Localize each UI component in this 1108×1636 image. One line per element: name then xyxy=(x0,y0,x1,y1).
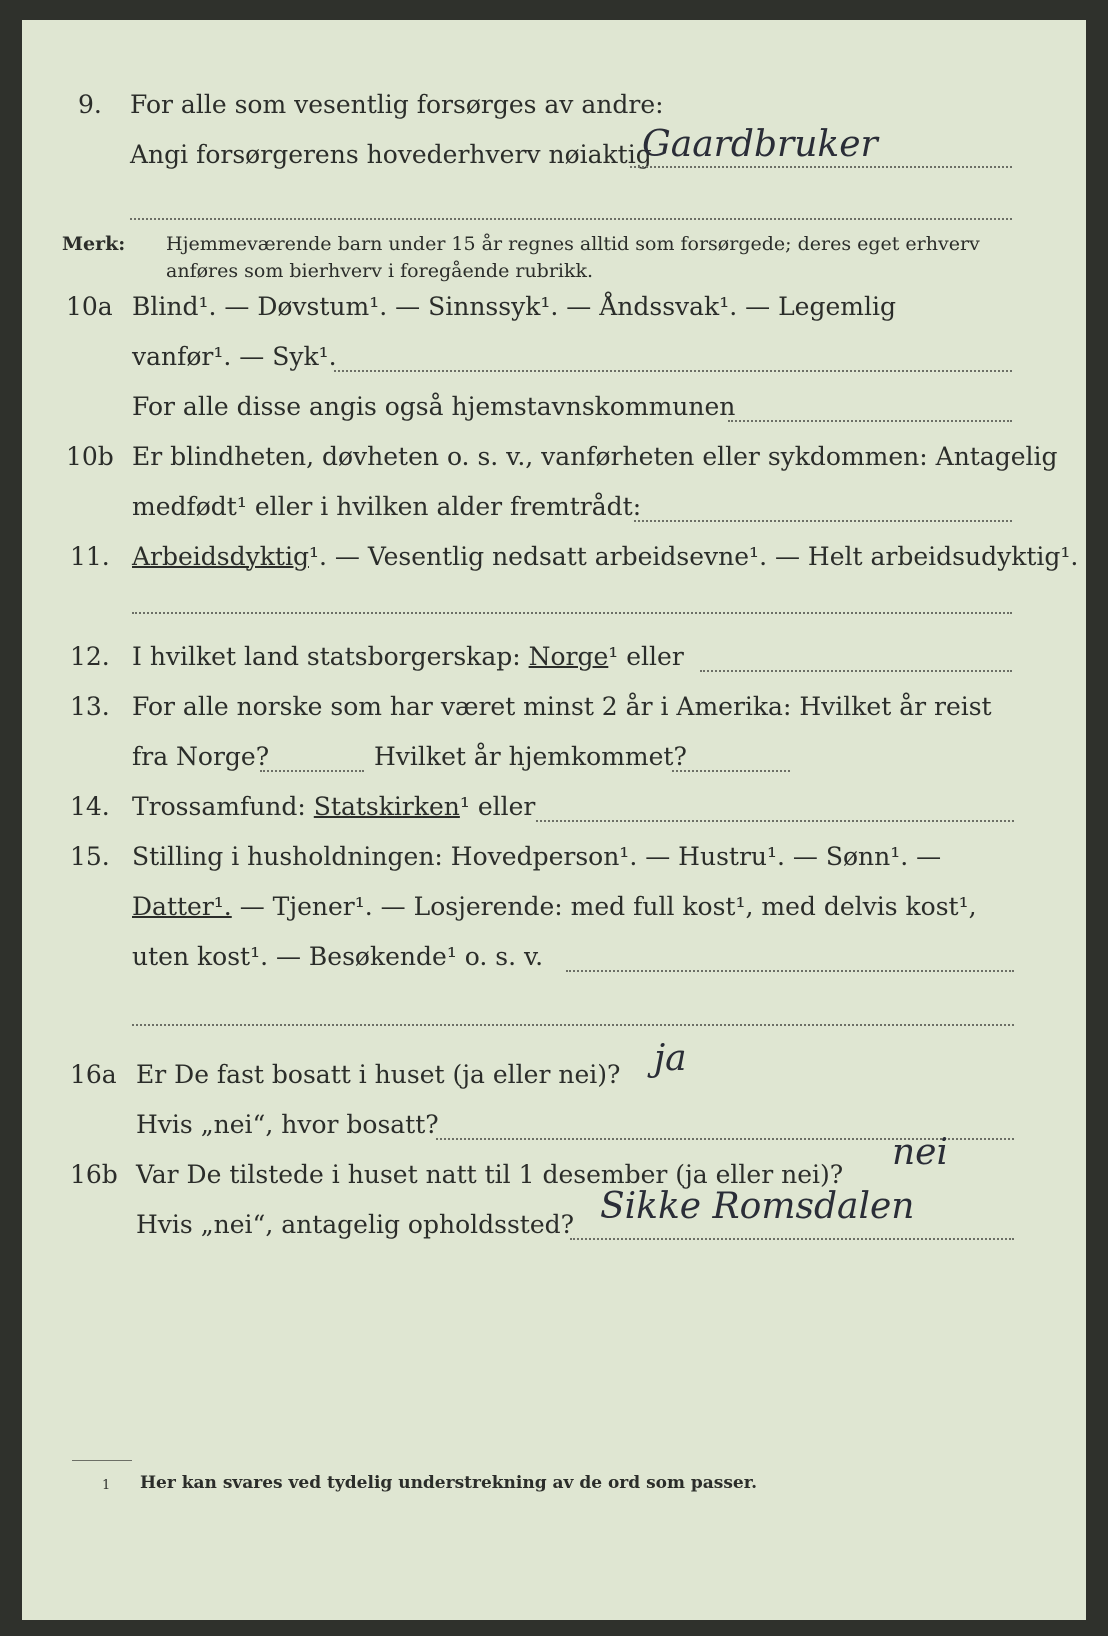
q16a-line2: Hvis „nei“, hvor bosatt? xyxy=(136,1110,439,1139)
merk-line1: Hjemmeværende barn under 15 år regnes alltid som forsørgede; deres eget erhverv xyxy=(166,233,980,255)
q16a-handwritten-answer: ja xyxy=(654,1038,687,1079)
q11-number: 11. xyxy=(70,542,110,571)
q10b-answer-line xyxy=(634,520,1012,522)
q12-post: ¹ eller xyxy=(608,642,684,671)
census-form-page xyxy=(22,20,1086,1620)
q11-line xyxy=(132,542,1078,571)
q16b-line2: Hvis „nei“, antagelig opholdssted? xyxy=(136,1210,575,1239)
q10a-kommune-line xyxy=(728,420,1012,422)
q12-line xyxy=(132,642,684,671)
q13-reist-line xyxy=(260,770,364,772)
q16b-number: 16b xyxy=(70,1160,118,1189)
q15-line1: Stilling i husholdningen: Hovedperson¹. — Hustru¹. — Sønn¹. — xyxy=(132,842,942,871)
q11-option-arbeidsdyktig: Arbeidsdyktig xyxy=(132,542,309,571)
q12-answer-line xyxy=(700,670,1012,672)
q15-line2-rest: — Tjener¹. — Losjerende: med full kost¹, med delvis kost¹, xyxy=(239,892,977,921)
q15-line2 xyxy=(132,892,977,921)
q14-line xyxy=(132,792,535,821)
q14-option-statskirken: Statskirken xyxy=(313,792,460,821)
q13-line1: For alle norske som har været minst 2 år i Amerika: Hvilket år reist xyxy=(132,692,992,721)
q10b-line1: Er blindheten, døvheten o. s. v., vanførheten eller sykdommen: Antagelig xyxy=(132,442,1058,471)
q15-line3: uten kost¹. — Besøkende¹ o. s. v. xyxy=(132,942,544,971)
q10a-number: 10a xyxy=(66,292,113,321)
q16b-line1: Var De tilstede i huset natt til 1 desember (ja eller nei)? xyxy=(136,1160,844,1189)
q16b-answer-line xyxy=(570,1238,1014,1240)
footnote-mark: 1 xyxy=(102,1478,111,1493)
footnote-text: Her kan svares ved tydelig understrekning av de ord som passer. xyxy=(140,1473,758,1493)
q15-answer-line xyxy=(566,970,1014,972)
q11-extra-line xyxy=(132,612,1012,614)
q9-number: 9. xyxy=(78,90,102,119)
q13-hjemkommet-line xyxy=(672,770,790,772)
q15-option-datter: Datter¹. xyxy=(132,892,232,921)
q9-line1: For alle som vesentlig forsørges av andre: xyxy=(130,90,664,119)
q14-answer-line xyxy=(536,820,1014,822)
q15-extra-line xyxy=(132,1024,1014,1026)
q10a-syk-line xyxy=(334,370,1012,372)
q10a-line3: For alle disse angis også hjemstavnskommunen xyxy=(132,392,736,421)
q10b-line2: medfødt¹ eller i hvilken alder fremtrådt: xyxy=(132,492,642,521)
q9-line2: Angi forsørgerens hovederhverv nøiaktig xyxy=(130,140,652,169)
q9-handwritten-answer: Gaardbruker xyxy=(642,124,878,165)
q14-pre: Trossamfund: xyxy=(132,792,306,821)
merk-label: Merk: xyxy=(62,233,126,255)
q16b-handwritten-answer2: Sikke Romsdalen xyxy=(600,1186,915,1227)
q13-number: 13. xyxy=(70,692,110,721)
q16b-handwritten-answer1: nei xyxy=(892,1132,949,1173)
q11-rest: ¹. — Vesentlig nedsatt arbeidsevne¹. — Helt arbeidsudyktig¹. xyxy=(308,542,1079,571)
footnote-rule xyxy=(72,1460,132,1461)
q10a-line2: vanfør¹. — Syk¹. xyxy=(132,342,337,371)
q12-option-norge: Norge xyxy=(528,642,609,671)
q10a-line1: Blind¹. — Døvstum¹. — Sinnssyk¹. — Åndssvak¹. — Legemlig xyxy=(132,292,896,321)
q16a-number: 16a xyxy=(70,1060,117,1089)
merk-line2: anføres som bierhverv i foregående rubrikk. xyxy=(166,260,594,282)
q12-number: 12. xyxy=(70,642,110,671)
q12-pre: I hvilket land statsborgerskap: xyxy=(132,642,521,671)
q9-answer-line xyxy=(630,166,1012,168)
q16a-line1: Er De fast bosatt i huset (ja eller nei)? xyxy=(136,1060,621,1089)
q15-number: 15. xyxy=(70,842,110,871)
q9-extra-line xyxy=(130,218,1012,220)
q14-post: ¹ eller xyxy=(459,792,536,821)
q13-line2b: Hvilket år hjemkommet? xyxy=(374,742,687,771)
q13-line2a: fra Norge? xyxy=(132,742,270,771)
q10b-number: 10b xyxy=(66,442,114,471)
q14-number: 14. xyxy=(70,792,110,821)
